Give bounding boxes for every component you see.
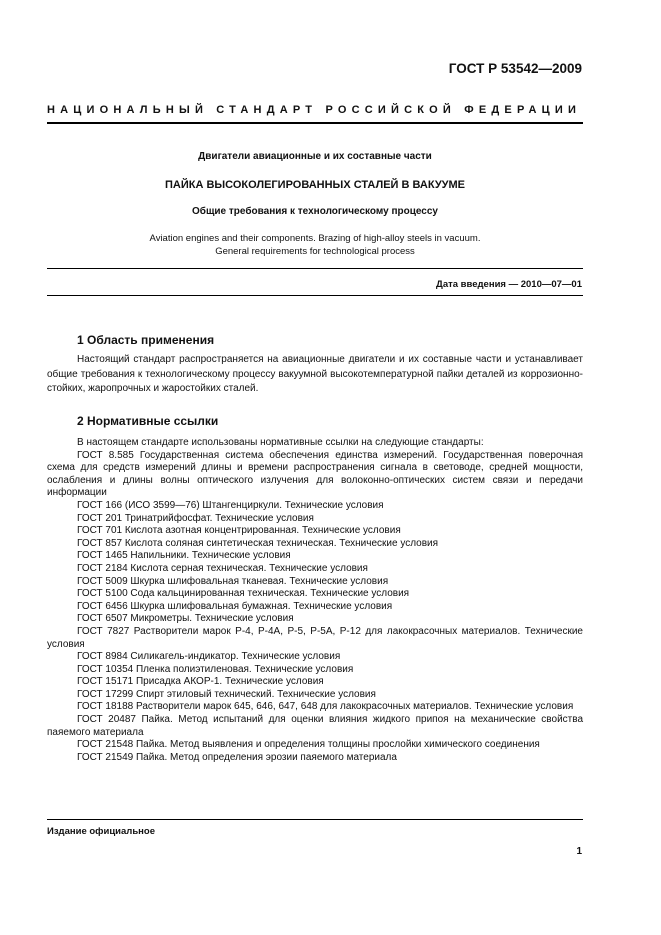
reference-item: ГОСТ 5009 Шкурка шлифовальная тканевая. Технические условия [77, 575, 389, 587]
reference-item: ГОСТ 21549 Пайка. Метод определения эрозии паяемого материала [77, 751, 397, 763]
footer-rule [47, 819, 583, 820]
page-number: 1 [576, 846, 582, 857]
reference-item: ГОСТ 10354 Пленка полиэтиленовая. Технические условия [77, 663, 354, 675]
reference-item: ГОСТ 17299 Спирт этиловый технический. Технические условия [77, 688, 376, 700]
reference-item: ГОСТ 1465 Напильники. Технические условия [77, 550, 291, 562]
section-2-references [47, 437, 583, 764]
reference-item: ГОСТ 5100 Сода кальцинированная техническая. Технические условия [77, 588, 410, 600]
reference-item: ГОСТ 6456 Шкурка шлифовальная бумажная. Технические условия [77, 600, 393, 612]
section-1-paragraph: Настоящий стандарт распространяется на авиационные двигатели и их составные части и устанавливает общие требования к технологическому процессу вакуумной высокотемпературной пайки деталей из коррозионно-стойких, жаропрочных и жаростойких сталей. [47, 354, 583, 395]
reference-item: ГОСТ 2184 Кислота серная техническая. Технические условия [77, 562, 368, 574]
reference-item: ГОСТ 8.585 Государственная система обеспечения единства измерений. Государственная поверочная схема для средств измерений длины и времени распространения сигнала в световоде, средней мощности, ослабления и длины волны оптического излучения для волоконно-оптических систем связи и передачи информации [47, 449, 583, 499]
header-rule [47, 122, 583, 124]
reference-item: ГОСТ 15171 Присадка АКОР-1. Технические условия [77, 676, 324, 688]
section-1-text [47, 353, 583, 397]
reference-item: ГОСТ 201 Тринатрийфосфат. Технические условия [77, 512, 314, 524]
title-line-3: Общие требования к технологическому процессу [192, 206, 438, 217]
english-title-line-1: Aviation engines and their components. Brazing of high-alloy steels in vacuum. [149, 233, 481, 244]
reference-item: ГОСТ 701 Кислота азотная концентрированная. Технические условия [77, 525, 401, 537]
national-standard-banner: НАЦИОНАЛЬНЫЙ СТАНДАРТ РОССИЙСКОЙ ФЕДЕРАЦИИ [47, 104, 582, 116]
reference-item: ГОСТ 21548 Пайка. Метод выявления и определения толщины прослойки химического соединения [77, 739, 540, 751]
title-line-1: Двигатели авиационные и их составные части [198, 151, 432, 162]
gost-number: ГОСТ Р 53542—2009 [448, 61, 582, 76]
edition-label: Издание официальное [47, 826, 155, 837]
reference-item: ГОСТ 20487 Пайка. Метод испытаний для оценки влияния жидкого припоя на механические свойства паяемого материала [47, 714, 583, 738]
title-line-2: ПАЙКА ВЫСОКОЛЕГИРОВАННЫХ СТАЛЕЙ В ВАКУУМЕ [164, 179, 466, 191]
reference-item: ГОСТ 857 Кислота соляная синтетическая техническая. Технические условия [77, 537, 439, 549]
reference-item: ГОСТ 166 (ИСО 3599—76) Штангенциркули. Технические условия [77, 499, 384, 511]
reference-item: ГОСТ 18188 Растворители марок 645, 646, 647, 648 для лакокрасочных материалов. Технические условия [77, 701, 574, 713]
date-rule [47, 295, 583, 296]
section-1-heading: 1 Область применения [77, 333, 215, 347]
reference-item: ГОСТ 8984 Силикагель-индикатор. Технические условия [77, 651, 341, 663]
english-title [47, 232, 583, 258]
introduction-date: Дата введения — 2010—07—01 [436, 279, 582, 290]
section-2-heading: 2 Нормативные ссылки [77, 414, 219, 428]
title-rule [47, 268, 583, 269]
references-intro: В настоящем стандарте использованы нормативные ссылки на следующие стандарты: [77, 437, 484, 448]
reference-item: ГОСТ 7827 Растворители марок Р-4, Р-4А, Р-5, Р-5А, Р-12 для лакокрасочных материалов. Технические условия [47, 625, 583, 650]
reference-item: ГОСТ 6507 Микрометры. Технические условия [77, 613, 294, 625]
english-title-line-2: General requirements for technological process [215, 246, 415, 257]
